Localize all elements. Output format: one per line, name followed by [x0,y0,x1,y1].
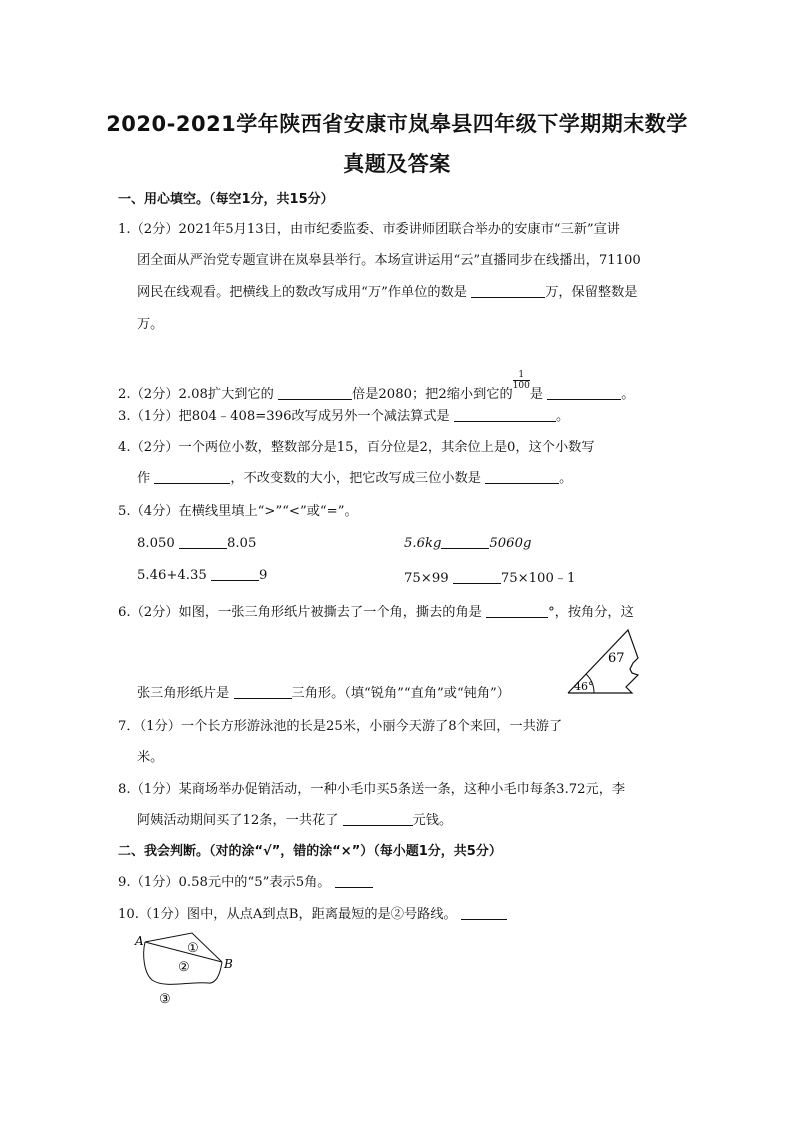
q3-text-b: 。 [555,409,570,424]
q3-text-a: 3.（1分）把804﹣408=396改写成另外一个减法算式是 [118,409,450,424]
q2-blank-2[interactable] [547,386,621,400]
q1-line3 [137,281,638,300]
q9-line [118,871,373,890]
q5-r2a-right: 9 [258,568,268,583]
q5-row2-b [404,567,575,586]
section-heading-fill: 一、用心填空。（每空1分，共15分） [118,192,334,207]
q2-text-c: 是 [529,387,544,402]
q6-text-b: °，按角分，这 [548,605,634,620]
q5-r2b-blank[interactable] [453,570,501,584]
q7-line1: 7．（1分）一个长方形游泳池的长是25米，小丽今天游了8个来回，一共游了 [118,719,563,734]
q10-route-figure [130,925,240,1005]
q6-text-a: 6.（2分）如图，一张三角形纸片被撕去了一个角，撕去的角是 [118,605,482,620]
q1-blank-1[interactable] [471,284,545,298]
q5-r1b-blank[interactable] [441,535,489,549]
q5-row1-b [404,535,531,551]
q6-torn-triangle-figure [560,625,675,700]
q1-text-a: 网民在线观看。把横线上的数改写成用“万”作单位的数是 [137,285,467,300]
q5-r2b-left: 75×99 [404,571,449,586]
q8-blank[interactable] [343,812,413,826]
q6-text-c: 张三角形纸片是 [137,686,230,701]
q6-line1 [118,601,634,620]
q6-text-d: 三角形。（填“锐角”“直角”或“钝角”） [291,686,510,701]
q8-text-a: 阿姨活动期间买了12条，一共花了 [137,813,339,828]
q3-line [118,405,569,424]
q10-point-a-label: A [135,934,144,948]
q2-line [118,370,634,402]
q4-blank-1[interactable] [154,470,230,484]
section-heading-judge: 二、我会判断。（对的涂“√”，错的涂“×”）（每小题1分，共5分） [118,844,502,859]
q4-text-b: ，不改变数的大小，把它改写成三位小数是 [230,471,481,486]
q2-text-a: 2.（2分）2.08扩大到它的 [118,387,274,402]
q1-line4: 万。 [137,317,164,332]
q5-r1a-left: 8.050 [137,536,175,551]
q6-line2 [137,682,510,701]
q4-line1: 4.（2分）一个两位小数，整数部分是15，百分位是2，其余位上是0，这个小数写 [118,440,595,455]
q10-route3-label: ③ [159,992,171,1005]
q6-angle-67-label: 67 [608,651,625,666]
q2-text-d: 。 [621,387,635,402]
q2-fraction [513,370,530,391]
q10-line [118,903,507,922]
q10-route1-label: ① [187,941,199,956]
q5-r2a-left: 5.46+4.35 [137,568,207,583]
q5-row2-a [137,567,267,583]
q5-r1b-left: 5.6kg [404,536,442,551]
q10-route2-label: ② [178,960,190,975]
q10-route1-path [145,933,222,962]
q2-text-b: 倍是2080；把2缩小到它的 [352,387,513,402]
q2-fraction-denominator: 100 [512,381,530,391]
q5-heading: 5.（4分）在横线里填上“>”“<”或“=”。 [118,504,358,519]
q10-point-b-label: B [224,957,233,971]
q5-row1-a [137,535,256,551]
q7-line2: 米。 [137,750,164,765]
q5-r1a-right: 8.05 [226,536,257,551]
q1-line2: 团全面从严治党专题宣讲在岚皋县举行。本场宣讲运用“云”直播同步在线播出，71100 [137,253,641,268]
q2-blank-1[interactable] [278,386,352,400]
q1-text-b: 万，保留整数是 [545,285,638,300]
q5-r2a-blank[interactable] [211,567,259,581]
q3-blank[interactable] [454,408,556,422]
q10-blank[interactable] [461,906,507,920]
q1-line1: 1.（2分）2021年5月13日，由市纪委监委、市委讲师团联合举办的安康市“三新”宣讲 [118,222,620,237]
q6-blank-1[interactable] [486,604,548,618]
q2-fraction-numerator: 1 [518,370,525,380]
q8-line2 [137,809,452,828]
page-title-line2: 真题及答案 [343,152,451,176]
q8-text-b: 元钱。 [412,813,453,828]
q5-r1a-blank[interactable] [179,535,227,549]
q9-text: 9.（1分）0.58元中的“5”表示5角。 [118,875,331,890]
q4-blank-2[interactable] [485,470,559,484]
q6-blank-2[interactable] [234,685,292,699]
q9-blank[interactable] [335,874,373,888]
q8-line1: 8.（1分）某商场举办促销活动，一种小毛巾买5条送一条，这种小毛巾每条3.72元，李 [118,782,626,797]
q10-text: 10.（1分）图中，从点A到点B，距离最短的是②号路线。 [118,907,457,922]
q4-text-a: 作 [137,471,151,486]
q5-r1b-right: 5060g [489,536,532,551]
q6-angle-46-label: 46° [574,680,594,693]
q4-text-c: 。 [559,471,573,486]
page-title-line1: 2020-2021学年陕西省安康市岚皋县四年级下学期期末数学 [106,112,688,136]
q5-r2b-right: 75×100﹣1 [500,571,576,586]
q10-route2-path [145,942,222,962]
q4-line2 [137,467,572,486]
